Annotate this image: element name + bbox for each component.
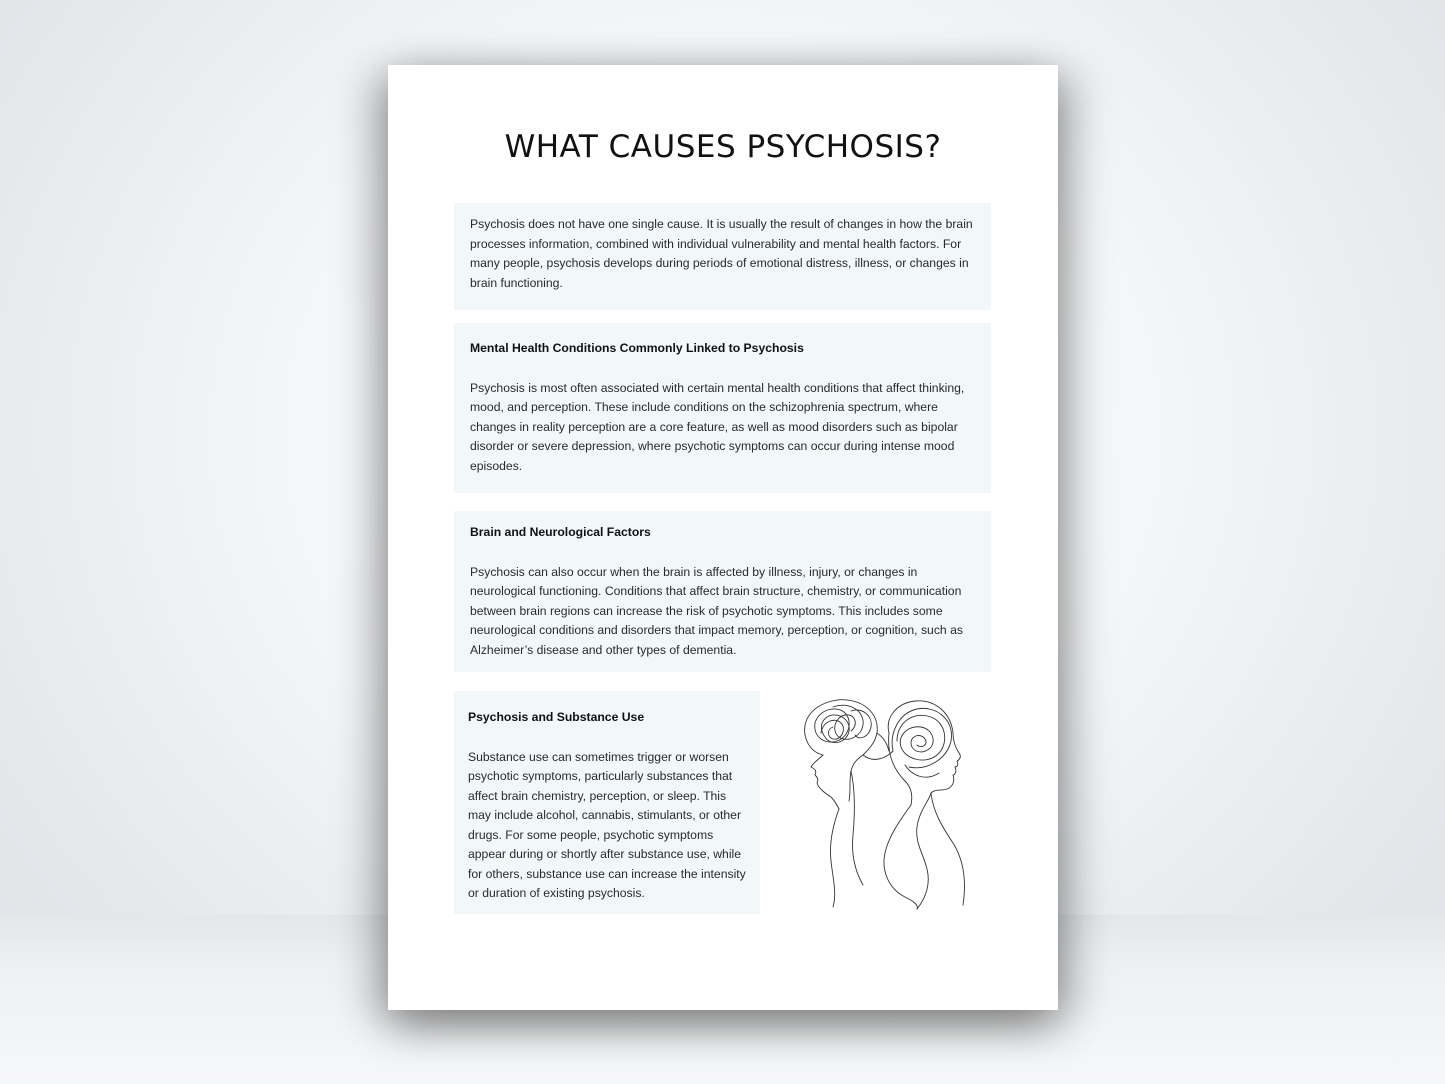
section-heading: Psychosis and Substance Use bbox=[468, 710, 645, 724]
section-body: Substance use can sometimes trigger or worsen psychotic symptoms, particularly substances that affect brain chemistry, perception, or sleep. This may include alcohol, cannabis, stimulants, or other drugs. For some people, psychotic symptoms appear during or shortly after substance use, while for others, substance use can increase the intensity or duration of existing psychosis. bbox=[468, 749, 746, 900]
section-heading: Brain and Neurological Factors bbox=[470, 525, 651, 539]
section-brain-factors bbox=[454, 511, 991, 672]
section-body: Psychosis is most often associated with certain mental health conditions that affect thinking, mood, and perception. These include conditions on the schizophrenia spectrum, where changes in reality perception are a core feature, as well as mood disorders such as bipolar disorder or severe depression, where psychotic symptoms can occur during intense mood episodes. bbox=[470, 380, 965, 473]
two-heads-line-art-icon bbox=[793, 693, 983, 911]
section-heading: Mental Health Conditions Commonly Linked to Psychosis bbox=[470, 341, 804, 355]
section-body: Psychosis can also occur when the brain is affected by illness, injury, or changes in neurological functioning. Conditions that affect brain structure, chemistry, or communication between brain regions can increase the risk of psychotic symptoms. This includes some neurological conditions and disorders that impact memory, perception, or cognition, such as Alzheimer’s disease and other types of dementia. bbox=[470, 564, 963, 657]
section-substance-use bbox=[454, 691, 760, 914]
intro-box bbox=[454, 203, 991, 310]
intro-text: Psychosis does not have one single cause. It is usually the result of changes in how the brain processes information, combined with individual vulnerability and mental health factors. For many people, psychosis develops during periods of emotional distress, illness, or changes in brain functioning. bbox=[470, 217, 973, 290]
section-mental-health bbox=[454, 323, 991, 493]
document-page bbox=[388, 65, 1058, 1010]
page-title: WHAT CAUSES PSYCHOSIS? bbox=[504, 129, 942, 165]
